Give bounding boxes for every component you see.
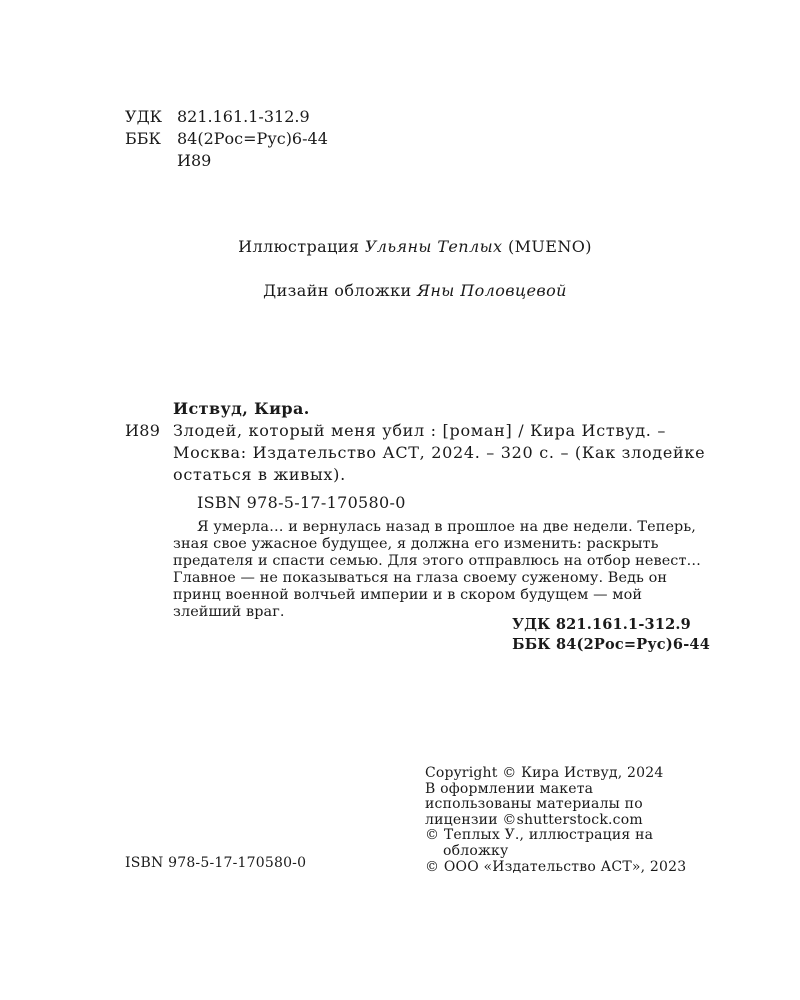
bbk-code-bottom: ББК 84(2Рос=Рус)6-44 xyxy=(512,636,710,653)
copyright-line: использованы материалы по xyxy=(425,796,643,813)
illustration-prefix: Иллюстрация xyxy=(238,237,365,256)
author-sign: И89 xyxy=(177,151,212,170)
copyright-line: В оформлении макета xyxy=(425,780,594,797)
footer-isbn: ISBN 978-5-17-170580-0 xyxy=(125,855,307,871)
description-row xyxy=(125,420,710,486)
designer-name: Яны Половцевой xyxy=(417,281,567,300)
illustration-credit xyxy=(15,237,800,256)
card-isbn: ISBN 978-5-17-170580-0 xyxy=(197,493,406,512)
copyright-line: © ООО «Издательство АСТ», 2023 xyxy=(425,858,687,875)
index-code: И89 xyxy=(125,421,161,440)
design-prefix: Дизайн обложки xyxy=(263,281,418,300)
illustration-suffix: (MUENO) xyxy=(502,237,592,256)
annotation: Я умерла… и вернулась назад в прошлое на две недели. Теперь, зная свое ужасное будущее, я должна его изменить: раскрыть предателя и спасти семью. Для этого отправлюсь на отбор невест… Главное — не показываться на глаза своему суженому. Ведь он принц военной волчьей империи и в скором будущем — мой злейший враг. xyxy=(173,519,702,620)
copyright-line: © Теплых У., иллюстрация на xyxy=(425,827,654,844)
copyright-line: обложку xyxy=(443,842,509,859)
udk-value: 821.161.1-312.9 xyxy=(177,107,310,126)
copyright-line: лицензии ©shutterstock.com xyxy=(425,811,643,828)
classification-codes-top xyxy=(125,106,328,172)
udk-code-bottom: УДК 821.161.1-312.9 xyxy=(512,616,691,633)
author-sign-row xyxy=(125,150,328,172)
bibliographic-description: Злодей, который меня убил : [роман] / Кира Иствуд. – Москва: Издательство АСТ, 2024. – 320 с. – (Как злодейке остаться в живых). xyxy=(173,421,706,484)
catalog-card xyxy=(125,398,710,621)
illustrator-name: Ульяны Теплых xyxy=(364,237,503,256)
cover-design-credit xyxy=(15,281,800,300)
bbk-value: 84(2Рос=Рус)6-44 xyxy=(177,129,328,148)
copyright-block xyxy=(425,766,686,875)
author-heading: Иствуд, Кира. xyxy=(173,399,310,418)
classification-codes-bottom xyxy=(512,615,710,655)
copyright-line: Copyright © Кира Иствуд, 2024 xyxy=(425,765,664,781)
bbk-key: ББК xyxy=(125,129,161,148)
udk-row xyxy=(125,106,328,128)
bbk-row xyxy=(125,128,328,150)
udk-key: УДК xyxy=(125,107,162,126)
